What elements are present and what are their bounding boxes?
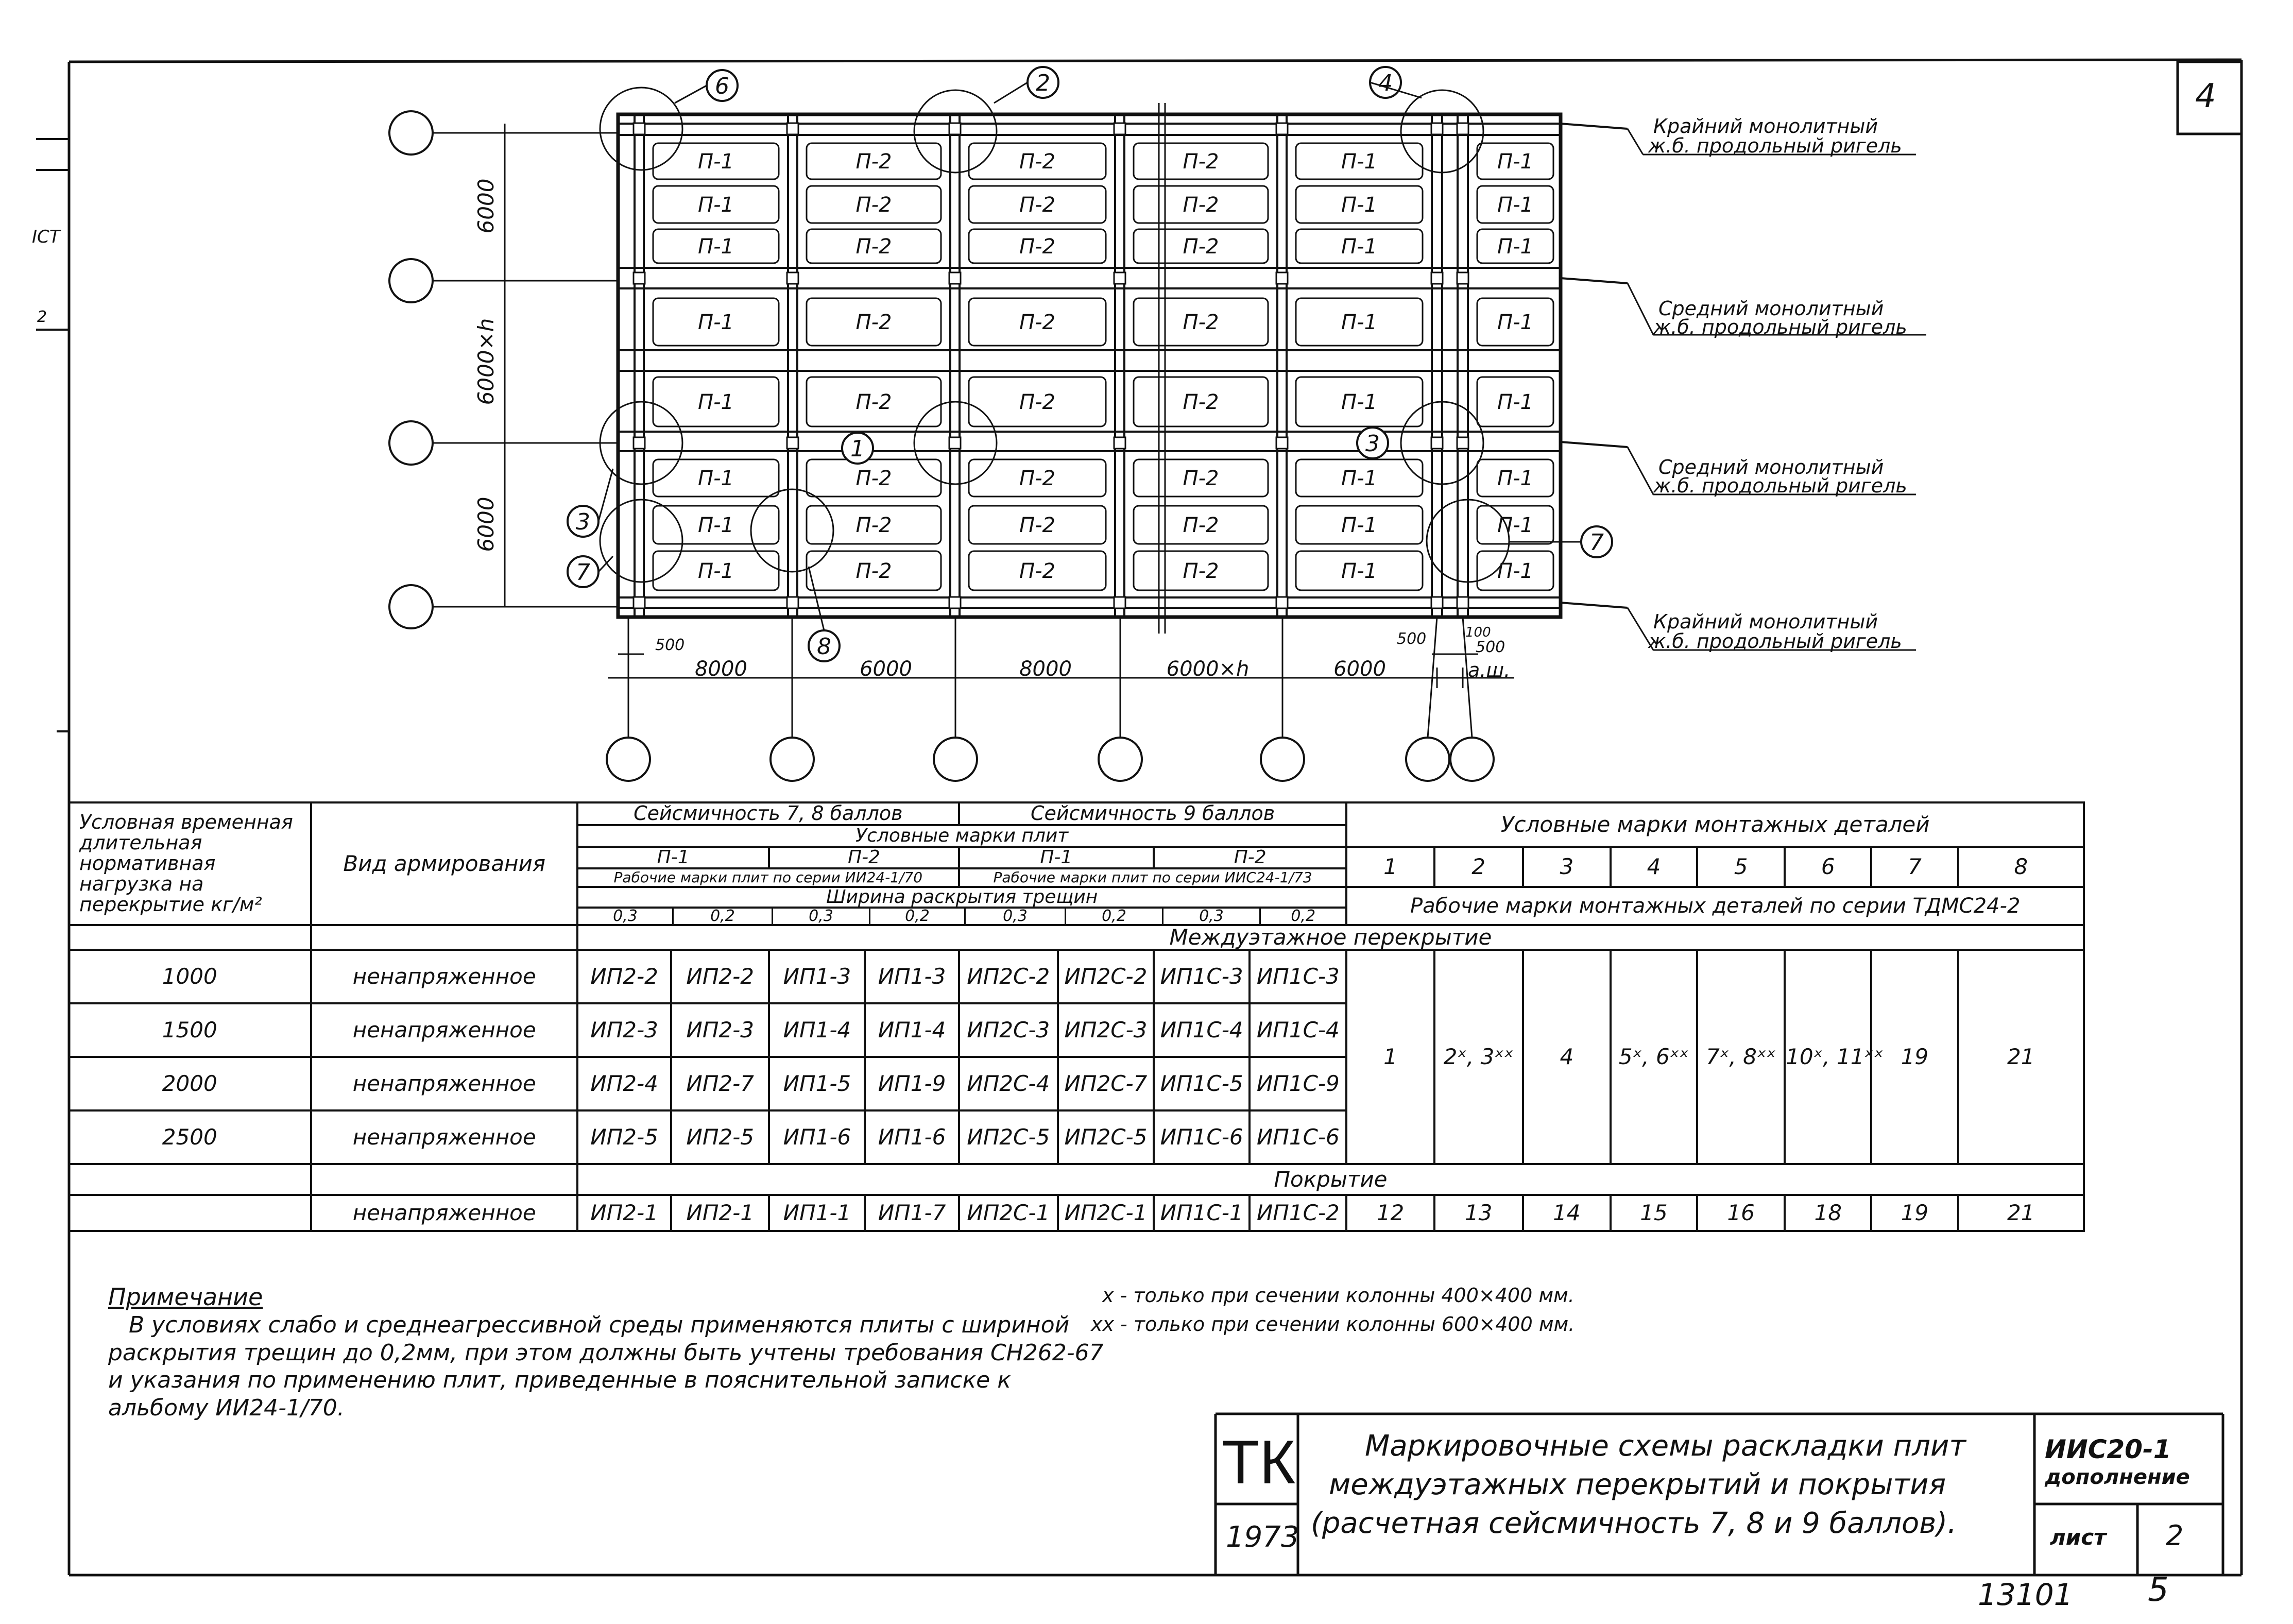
mark-cell: ИП1-9 xyxy=(865,1057,959,1110)
th-seis78: Сейсмичность 7, 8 баллов xyxy=(577,802,959,825)
dim-bottom-5: 6000 xyxy=(1333,657,1386,681)
detail-cell: 13 xyxy=(1434,1195,1523,1231)
slab-label: П-2 xyxy=(1019,514,1055,537)
type-cell: ненапряженное xyxy=(311,950,577,1003)
beam-note-4a: Крайний монолитный xyxy=(1653,610,1878,633)
mark-cell: ИП2-3 xyxy=(577,1003,671,1057)
mark-cell: ИП1С-5 xyxy=(1154,1057,1250,1110)
mark-cell: ИП1С-6 xyxy=(1154,1110,1250,1164)
dim-left-1: 6000 xyxy=(473,178,499,234)
crack-5: 0,3 xyxy=(966,909,1066,924)
load-cell: 2000 xyxy=(69,1057,311,1110)
slab-label: П-1 xyxy=(698,559,734,583)
crack-1: 0,3 xyxy=(578,909,674,924)
mark-cell: ИП2С-4 xyxy=(959,1057,1058,1110)
callout-3b: 3 xyxy=(576,509,590,535)
callout-7a: 7 xyxy=(576,559,590,586)
mark-cell: ИП2С-3 xyxy=(959,1003,1058,1057)
title-line-1: Маркировочные схемы раскладки плит xyxy=(1365,1429,1966,1463)
slab-label: П-1 xyxy=(1497,559,1533,583)
dim-bottom-1: 8000 xyxy=(695,657,747,681)
page-number: 5 xyxy=(2148,1571,2169,1609)
load-cell: 1000 xyxy=(69,950,311,1003)
detail-cell: 5ˣ, 6ˣˣ xyxy=(1611,950,1697,1164)
slab-label: П-2 xyxy=(1019,390,1055,414)
dim-bottom-3: 8000 xyxy=(1019,657,1072,681)
crack-3: 0,3 xyxy=(773,909,870,924)
mark-cell: ИП2-1 xyxy=(577,1195,671,1231)
slab-label: П-1 xyxy=(1497,311,1533,334)
slab-label: П-2 xyxy=(1183,467,1219,490)
detail-cell: 19 xyxy=(1871,950,1958,1164)
series-sub: дополнение xyxy=(2045,1465,2190,1489)
beam-note-1b: ж.б. продольный ригель xyxy=(1648,134,1902,157)
crack-4: 0,2 xyxy=(870,909,966,924)
detail-cell: 15 xyxy=(1611,1195,1697,1231)
beam-note-1a: Крайний монолитный xyxy=(1653,115,1878,138)
mark-cell: ИП2-7 xyxy=(671,1057,769,1110)
crack-7: 0,3 xyxy=(1163,909,1261,924)
beam-note-3a: Средний монолитный xyxy=(1658,456,1884,478)
mark-cell: ИП1-4 xyxy=(769,1003,865,1057)
th-details: Условные марки монтажных деталей xyxy=(1346,802,2084,847)
mark-cell: ИП1С-9 xyxy=(1250,1057,1346,1110)
slab-label: П-1 xyxy=(698,193,734,217)
slab-label: П-1 xyxy=(698,235,734,259)
slab-label: П-1 xyxy=(1341,390,1377,414)
mark-cell: ИП2-2 xyxy=(671,950,769,1003)
th-detail-5: 5 xyxy=(1697,847,1785,887)
mark-cell: ИП1-4 xyxy=(865,1003,959,1057)
beam-note-2b: ж.б. продольный ригель xyxy=(1653,316,1907,338)
detail-cell: 2ˣ, 3ˣˣ xyxy=(1434,950,1523,1164)
org-logo: ТК xyxy=(1222,1428,1296,1497)
slab-label: П-2 xyxy=(855,514,892,537)
crack-2: 0,2 xyxy=(674,909,773,924)
slab-label: П-2 xyxy=(1183,235,1219,259)
th-detail-1: 1 xyxy=(1346,847,1434,887)
detail-cell: 16 xyxy=(1697,1195,1785,1231)
slab-label: П-2 xyxy=(855,390,892,414)
mark-cell: ИП2-4 xyxy=(577,1057,671,1110)
notes-line-4: альбому ИИ24-1/70. xyxy=(108,1395,345,1422)
crack-6: 0,2 xyxy=(1066,909,1163,924)
slab-label: П-2 xyxy=(1183,150,1219,174)
load-cell: 2500 xyxy=(69,1110,311,1164)
footnote-xx: хх - только при сечении колонны 600×400 мм. xyxy=(1091,1313,1575,1336)
mark-cell: ИП2С-1 xyxy=(959,1195,1058,1231)
mark-cell: ИП2С-5 xyxy=(959,1110,1058,1164)
slab-label: П-1 xyxy=(698,311,734,334)
slab-label: П-2 xyxy=(1019,235,1055,259)
callout-7b: 7 xyxy=(1589,529,1604,556)
mark-cell: ИП1-1 xyxy=(769,1195,865,1231)
dim-small-1: 500 xyxy=(655,636,685,654)
slab-label: П-2 xyxy=(1183,311,1219,334)
callout-6: 6 xyxy=(715,73,729,99)
slab-label: П-2 xyxy=(855,311,892,334)
mark-cell: ИП1С-2 xyxy=(1250,1195,1346,1231)
type-cell: ненапряженное xyxy=(311,1195,577,1231)
margin-text-1: ICT xyxy=(32,227,60,247)
mark-cell: ИП2С-5 xyxy=(1058,1110,1154,1164)
sheet-corner-number: 4 xyxy=(2195,77,2216,115)
slab-label: П-1 xyxy=(1341,467,1377,490)
title-line-3: (расчетная сейсмичность 7, 8 и 9 баллов). xyxy=(1311,1507,1957,1540)
mark-cell: ИП2С-2 xyxy=(959,950,1058,1003)
mark-cell: ИП1С-3 xyxy=(1154,950,1250,1003)
slab-label: П-1 xyxy=(1341,311,1377,334)
slab-label: П-2 xyxy=(1019,467,1055,490)
slab-label: П-2 xyxy=(1183,193,1219,217)
mark-cell: ИП2-1 xyxy=(671,1195,769,1231)
th-crack: Ширина раскрытия трещин xyxy=(826,886,1098,908)
mark-cell: ИП1-5 xyxy=(769,1057,865,1110)
detail-cell: 18 xyxy=(1785,1195,1871,1231)
slab-label: П-1 xyxy=(1341,193,1377,217)
dim-bottom-4: 6000×h xyxy=(1166,657,1250,681)
footnote-x: х - только при сечении колонны 400×400 мм. xyxy=(1102,1284,1575,1307)
type-cell: ненапряженное xyxy=(311,1110,577,1164)
mark-cell: ИП1С-3 xyxy=(1250,950,1346,1003)
detail-cell: 14 xyxy=(1523,1195,1611,1231)
th-p1: П-1 xyxy=(577,847,769,868)
sheet-number: 2 xyxy=(2166,1519,2184,1552)
mark-cell: ИП2С-7 xyxy=(1058,1057,1154,1110)
mark-cell: ИП2С-1 xyxy=(1058,1195,1154,1231)
slab-label: П-1 xyxy=(698,150,734,174)
slab-label: П-1 xyxy=(1497,467,1533,490)
mark-cell: ИП1-7 xyxy=(865,1195,959,1231)
mark-cell: ИП1-3 xyxy=(769,950,865,1003)
mark-cell: ИП2С-2 xyxy=(1058,950,1154,1003)
slab-label: П-1 xyxy=(1497,193,1533,217)
callout-4: 4 xyxy=(1378,70,1393,96)
slab-label: П-2 xyxy=(1183,514,1219,537)
mark-cell: ИП2-2 xyxy=(577,950,671,1003)
slab-label: П-2 xyxy=(855,559,892,583)
dim-small-2: 500 xyxy=(1397,630,1427,648)
th-p2: П-2 xyxy=(769,847,959,868)
dim-small-3: 100 xyxy=(1465,625,1491,640)
th-detail-7: 7 xyxy=(1871,847,1958,887)
th-work78: Рабочие марки плит по серии ИИ24-1/70 xyxy=(577,868,959,887)
dim-small-4: 500 xyxy=(1476,638,1505,656)
beam-note-2a: Средний монолитный xyxy=(1658,297,1884,320)
crack-8: 0,2 xyxy=(1291,907,1316,925)
detail-cell: 4 xyxy=(1523,950,1611,1164)
callout-1: 1 xyxy=(850,436,865,462)
load-cell: 1500 xyxy=(69,1003,311,1057)
th-detail-4: 4 xyxy=(1611,847,1697,887)
mark-cell: ИП1С-6 xyxy=(1250,1110,1346,1164)
slab-label: П-1 xyxy=(1497,150,1533,174)
type-cell: ненапряженное xyxy=(311,1003,577,1057)
inventory-number: 13101 xyxy=(1978,1577,2073,1612)
sheet-label: лист xyxy=(2050,1525,2107,1550)
slab-label: П-1 xyxy=(1341,150,1377,174)
slab-label: П-1 xyxy=(1497,235,1533,259)
slab-label: П-1 xyxy=(1341,235,1377,259)
type-cell: ненапряженное xyxy=(311,1057,577,1110)
callout-2: 2 xyxy=(1036,70,1050,96)
mark-cell: ИП1-3 xyxy=(865,950,959,1003)
dim-bottom-2: 6000 xyxy=(860,657,912,681)
slab-label: П-2 xyxy=(1019,559,1055,583)
dim-small-5: a.ш. xyxy=(1468,659,1511,681)
mark-cell: ИП1С-4 xyxy=(1250,1003,1346,1057)
th-work9: Рабочие марки плит по серии ИИС24-1/73 xyxy=(959,868,1347,887)
beam-note-4b: ж.б. продольный ригель xyxy=(1648,630,1902,653)
callout-8: 8 xyxy=(817,634,831,660)
mark-cell: ИП1-6 xyxy=(865,1110,959,1164)
detail-cell: 21 xyxy=(1958,950,2084,1164)
th-seis9: Сейсмичность 9 баллов xyxy=(959,802,1347,825)
slab-label: П-2 xyxy=(1183,390,1219,414)
mark-cell: ИП2-5 xyxy=(671,1110,769,1164)
notes-line-1: В условиях слабо и среднеагрессивной среды применяются плиты с шириной xyxy=(129,1312,1070,1339)
slab-label: П-1 xyxy=(698,514,734,537)
th-detail-8: 8 xyxy=(1958,847,2084,887)
mark-cell: ИП2-5 xyxy=(577,1110,671,1164)
slab-label: П-2 xyxy=(1019,311,1055,334)
detail-cell: 21 xyxy=(1958,1195,2084,1231)
series-code: ИИС20-1 xyxy=(2045,1434,2171,1464)
th-detail-3: 3 xyxy=(1523,847,1611,887)
slab-label: П-2 xyxy=(1183,559,1219,583)
sec-floor: Междуэтажное перекрытие xyxy=(577,925,2084,950)
notes-line-3: и указания по применению плит, приведенные в пояснительной записке к xyxy=(108,1367,1011,1394)
slab-label: П-2 xyxy=(1019,150,1055,174)
beam-note-3b: ж.б. продольный ригель xyxy=(1653,474,1907,497)
notes-line-2: раскрытия трещин до 0,2мм, при этом должны быть учтены требования СН262-67 xyxy=(108,1339,1104,1366)
slab-label: П-1 xyxy=(1341,559,1377,583)
detail-cell: 1 xyxy=(1346,950,1434,1164)
th-detail-2: 2 xyxy=(1434,847,1523,887)
slab-label: П-1 xyxy=(1497,514,1533,537)
slab-label: П-2 xyxy=(855,150,892,174)
slab-label: П-2 xyxy=(855,467,892,490)
th-marks: Условные марки плит xyxy=(577,825,1346,847)
dim-left-3: 6000 xyxy=(473,497,499,552)
notes-title: Примечание xyxy=(108,1283,263,1311)
th-load: Условная временная длительная нормативная нагрузка на перекрытие кг/м² xyxy=(69,802,311,925)
mark-cell: ИП1-6 xyxy=(769,1110,865,1164)
th-details-work: Рабочие марки монтажных деталей по серии ТДМС24-2 xyxy=(1346,887,2084,925)
sec-roof: Покрытие xyxy=(577,1164,2084,1195)
title-line-2: междуэтажных перекрытий и покрытия xyxy=(1329,1468,1946,1501)
th-reinf: Вид армирования xyxy=(311,802,577,925)
slab-label: П-2 xyxy=(855,235,892,259)
slab-label: П-1 xyxy=(1341,514,1377,537)
mark-cell: ИП1С-4 xyxy=(1154,1003,1250,1057)
th-p2-9: П-2 xyxy=(1154,847,1346,868)
slab-label: П-1 xyxy=(698,467,734,490)
callout-3a: 3 xyxy=(1365,431,1380,457)
mark-cell: ИП1С-1 xyxy=(1154,1195,1250,1231)
mark-cell: ИП2С-3 xyxy=(1058,1003,1154,1057)
detail-cell: 10ˣ, 11ˣˣ xyxy=(1785,950,1871,1164)
slab-label: П-1 xyxy=(1497,390,1533,414)
year: 1973 xyxy=(1226,1520,1299,1554)
slab-label: П-2 xyxy=(1019,193,1055,217)
mark-cell: ИП2-3 xyxy=(671,1003,769,1057)
th-detail-6: 6 xyxy=(1785,847,1871,887)
margin-text-2: 2 xyxy=(37,308,47,326)
slab-label: П-2 xyxy=(855,193,892,217)
th-p1-9: П-1 xyxy=(959,847,1154,868)
detail-cell: 12 xyxy=(1346,1195,1434,1231)
slab-label: П-1 xyxy=(698,390,734,414)
dim-left-2: 6000×h xyxy=(473,318,499,405)
detail-cell: 7ˣ, 8ˣˣ xyxy=(1697,950,1785,1164)
detail-cell: 19 xyxy=(1871,1195,1958,1231)
